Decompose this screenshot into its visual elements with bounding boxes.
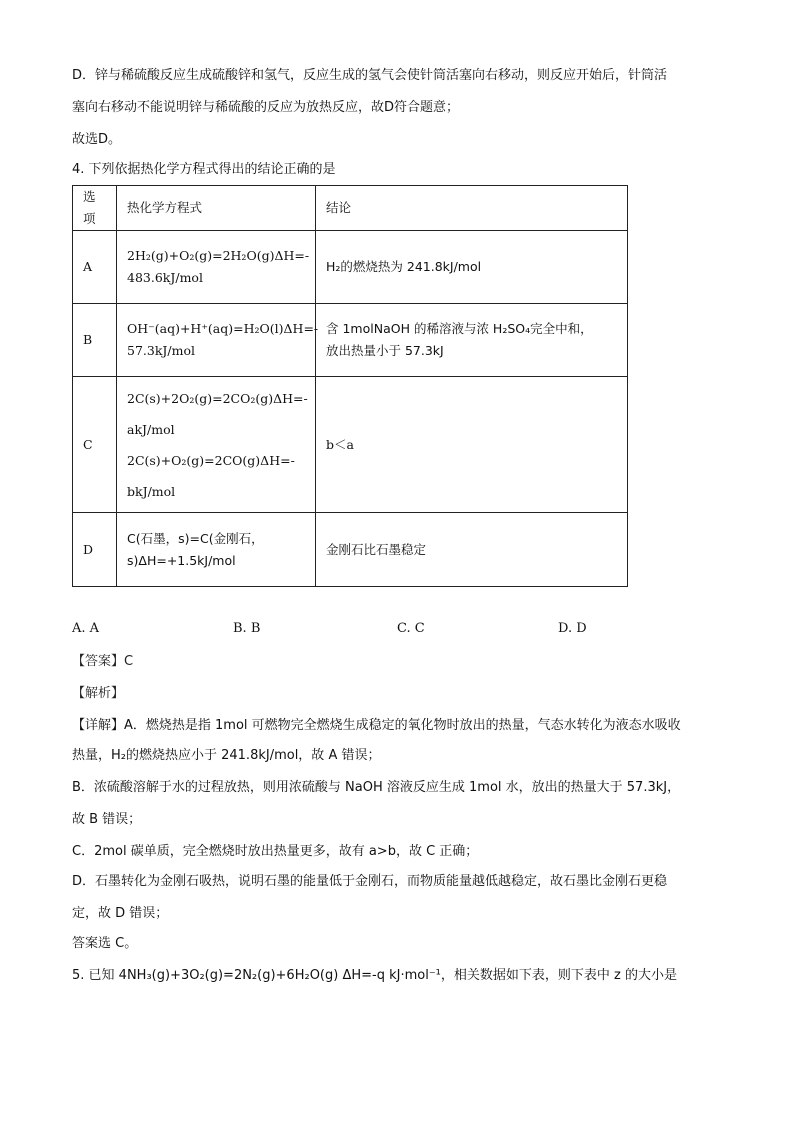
row-d-conclusion: 金刚石比石墨稳定 (316, 513, 628, 587)
row-c-equation (117, 377, 316, 513)
row-a-equation (117, 231, 316, 304)
question-4-table (72, 185, 628, 587)
row-b-conclusion-line1: 含 1molNaOH 的稀溶液与浓 H₂SO₄完全中和， (326, 321, 593, 336)
row-a-eq-line2: 483.6kJ/mol (127, 270, 203, 285)
row-b-eq-line1: OH⁻(aq)+H⁺(aq)=H₂O(l)ΔH=- (127, 321, 319, 336)
table-row-b (73, 304, 628, 377)
analysis-label: 【解析】 (72, 686, 125, 701)
question-4-choices (72, 621, 632, 641)
header-option: 选项 (73, 186, 117, 231)
choice-b: B. B (233, 621, 261, 636)
row-d-eq-line1: C(石墨，s)=C(金刚石， (127, 530, 264, 546)
prev-answer-text-1: D．锌与稀硫酸反应生成硫酸锌和氢气，反应生成的氢气会使针筒活塞向右移动，则反应开始后，针筒活 (72, 68, 668, 83)
row-a-option: A (73, 231, 117, 304)
answer-label: 【答案】C (72, 654, 134, 669)
choice-d: D. D (558, 621, 587, 636)
detail-line-2: 热量，H₂的燃烧热应小于 241.8kJ/mol，故 A 错误； (72, 748, 381, 763)
row-c-option: C (73, 377, 117, 513)
detail-line-1: 【详解】A．燃烧热是指 1mol 可燃物完全燃烧生成稳定的氧化物时放出的热量，气态水转化为液态水吸收 (72, 718, 681, 733)
row-b-conclusion-line2: 放出热量小于 57.3kJ (326, 343, 444, 358)
row-b-conclusion (316, 304, 628, 377)
table-row-a (73, 231, 628, 304)
question-4-stem: 4. 下列依据热化学方程式得出的结论正确的是 (72, 162, 336, 177)
header-equation: 热化学方程式 (117, 186, 316, 231)
row-c-conclusion: b＜a (316, 377, 628, 513)
table-header-row (73, 186, 628, 231)
table-row-c (73, 377, 628, 513)
header-conclusion: 结论 (316, 186, 628, 231)
detail-line-6: D．石墨转化为金刚石吸热，说明石墨的能量低于金刚石，而物质能量越低越稳定，故石墨比金刚石更稳 (72, 874, 668, 889)
row-c-eq-line4: bkJ/mol (127, 483, 176, 499)
row-c-eq-line2: akJ/mol (127, 421, 175, 437)
row-c-eq-line3: 2C(s)+O₂(g)=2CO(g)ΔH=- (127, 452, 295, 468)
row-c-eq-line1: 2C(s)+2O₂(g)=2CO₂(g)ΔH=- (127, 390, 308, 406)
detail-line-4: 故 B 错误； (72, 812, 142, 827)
prev-answer-conclusion: 故选D。 (72, 132, 122, 147)
prev-answer-text-2: 塞向右移动不能说明锌与稀硫酸的反应为放热反应，故D符合题意； (72, 100, 460, 115)
row-d-equation (117, 513, 316, 587)
choice-c: C. C (397, 621, 425, 636)
row-a-eq-line1: 2H₂(g)+O₂(g)=2H₂O(g)ΔH=- (127, 248, 310, 263)
row-a-conclusion: H₂的燃烧热为 241.8kJ/mol (316, 231, 628, 304)
row-b-option: B (73, 304, 117, 377)
choice-a: A. A (72, 621, 100, 636)
detail-line-8: 答案选 C。 (72, 936, 138, 951)
row-d-eq-line2: s)ΔH=+1.5kJ/mol (127, 552, 236, 568)
row-b-equation (117, 304, 319, 377)
detail-line-3: B．浓硫酸溶解于水的过程放热，则用浓硫酸与 NaOH 溶液反应生成 1mol 水，放出的热量大于 57.3kJ， (72, 780, 681, 795)
detail-line-7: 定，故 D 错误； (72, 906, 169, 921)
table-row-d (73, 513, 628, 587)
detail-line-5: C．2mol 碳单质，完全燃烧时放出热量更多，故有 a>b，故 C 正确； (72, 844, 479, 859)
row-d-option: D (73, 513, 117, 587)
row-b-eq-line2: 57.3kJ/mol (127, 343, 196, 358)
question-5-stem: 5. 已知 4NH₃(g)+3O₂(g)=2N₂(g)+6H₂O(g) ΔH=-q kJ·mol⁻¹，相关数据如下表，则下表中 z 的大小是 (72, 968, 677, 983)
